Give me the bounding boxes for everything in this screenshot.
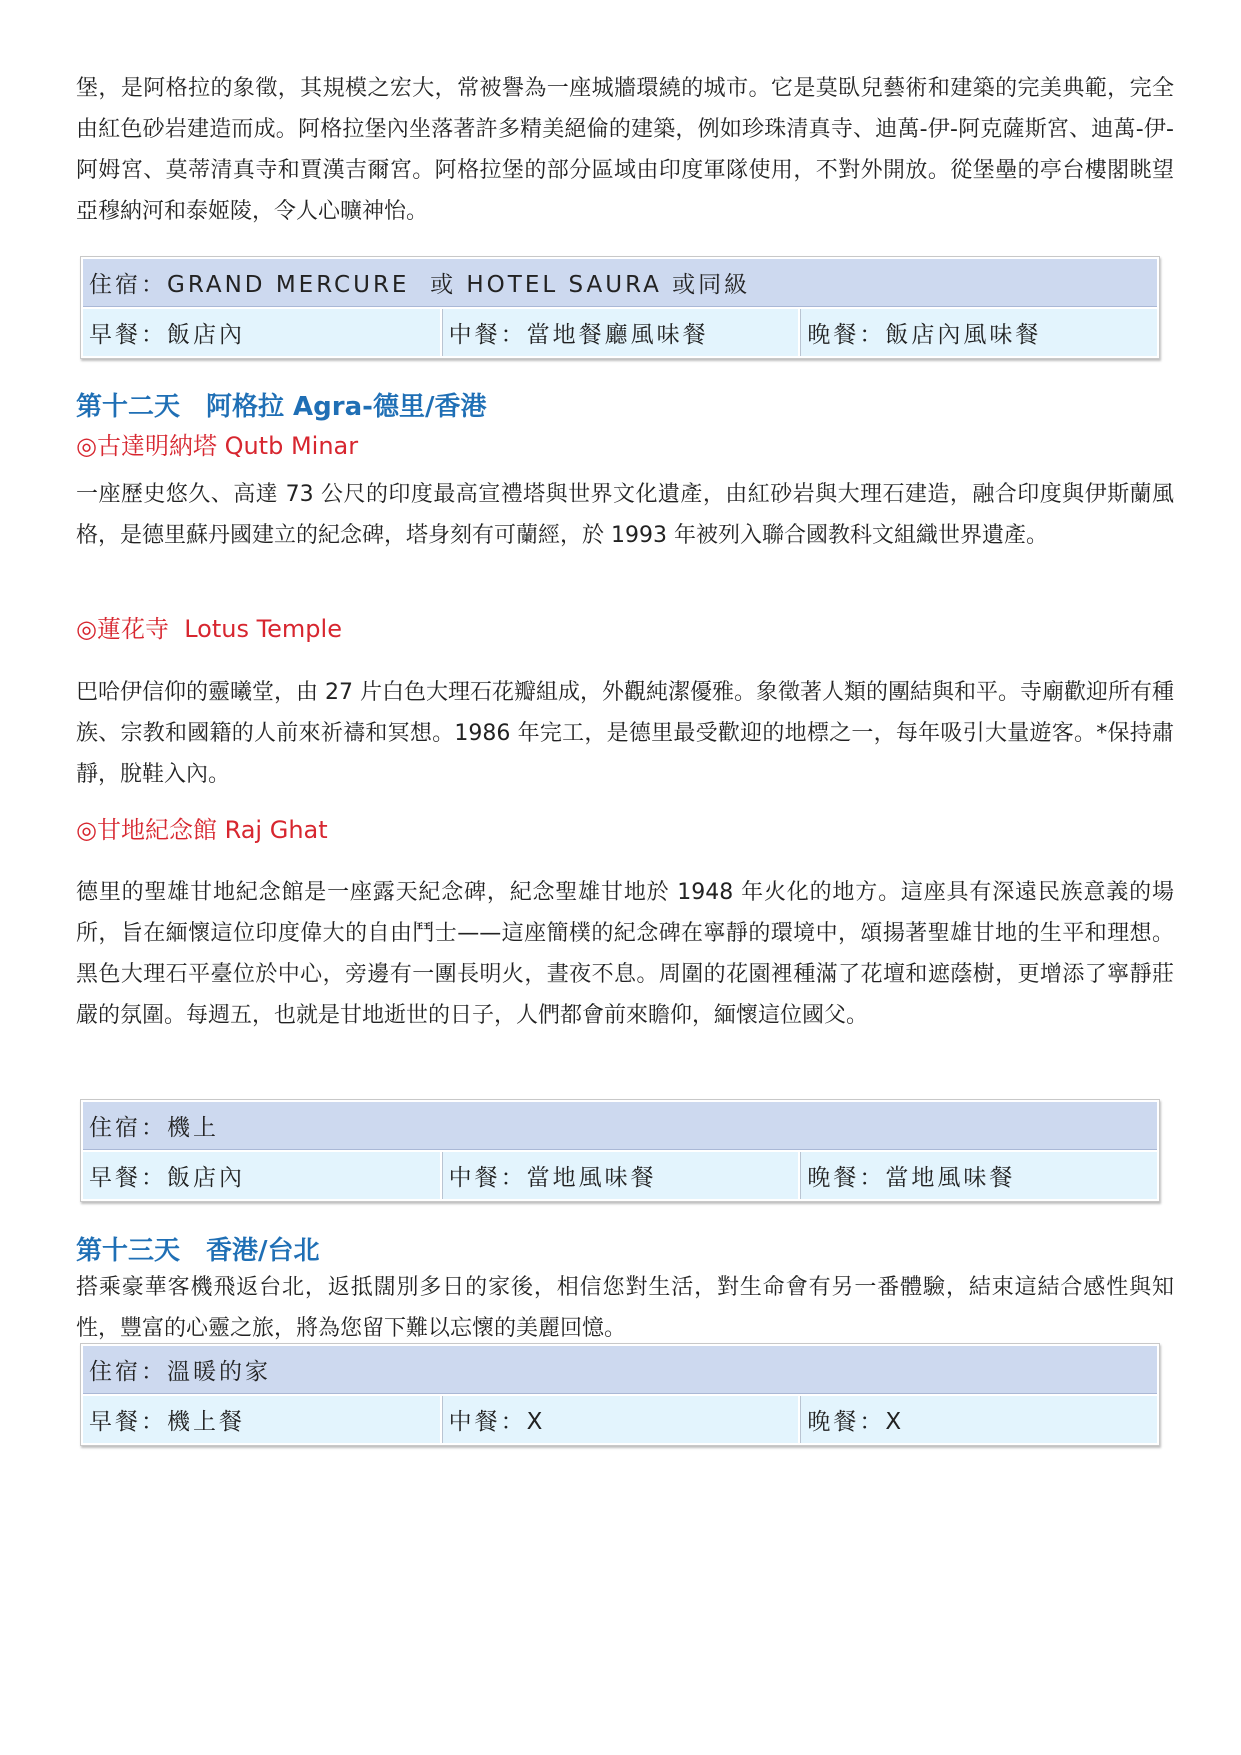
lodging-cell: 住宿：溫暖的家 — [83, 1346, 1157, 1394]
lunch-cell: 中餐：當地餐廳風味餐 — [442, 309, 799, 356]
dinner-cell: 晚餐：飯店內風味餐 — [800, 309, 1157, 356]
day12-heading: 第十二天 阿格拉 Agra-德里/香港 — [76, 392, 487, 422]
lunch-cell: 中餐：當地風味餐 — [442, 1152, 799, 1199]
meals-row — [83, 309, 1157, 356]
qutb-minar-description: 一座歷史悠久、高達 73 公尺的印度最高宣禮塔與世界文化遺產，由紅砂岩與大理石建造，融合印度與伊斯蘭風格，是德里蘇丹國建立的紀念碑，塔身刻有可蘭經，於 1993 年被列入聯合國教科文組織世界遺產。 — [76, 482, 1174, 548]
lodging-row — [83, 1102, 1157, 1150]
day13-accommodation-meals-table — [80, 1343, 1160, 1446]
agra-fort-description: 堡，是阿格拉的象徵，其規模之宏大，常被譽為一座城牆環繞的城市。它是莫臥兒藝術和建築的完美典範，完全由紅色砂岩建造而成。阿格拉堡內坐落著許多精美絕倫的建築，例如珍珠清真寺、迪萬-伊-阿克薩斯宮、迪萬-伊-阿姆宮、莫蒂清真寺和賈漢吉爾宮。阿格拉堡的部分區域由印度軍隊使用，不對外開放。從堡壘的亭台樓閣眺望亞穆納河和泰姬陵，令人心曠神怡。 — [76, 76, 1174, 224]
breakfast-cell: 早餐：飯店內 — [83, 309, 440, 356]
day13-description: 搭乘豪華客機飛返台北，返抵闊別多日的家後，相信您對生活，對生命會有另一番體驗，結束這結合感性與知性，豐富的心靈之旅，將為您留下難以忘懷的美麗回憶。 — [76, 1275, 1174, 1341]
day13-heading: 第十三天 香港/台北 — [76, 1236, 320, 1266]
lotus-temple-heading: ◎蓮花寺 Lotus Temple — [76, 615, 342, 643]
lodging-row — [83, 1346, 1157, 1394]
lunch-cell: 中餐：X — [442, 1396, 799, 1443]
lotus-temple-description: 巴哈伊信仰的靈曦堂，由 27 片白色大理石花瓣組成，外觀純潔優雅。象徵著人類的團結與和平。寺廟歡迎所有種族、宗教和國籍的人前來祈禱和冥想。1986 年完工，是德里最受歡迎的地標之一，每年吸引大量遊客。*保持肅靜，脫鞋入內。 — [76, 680, 1174, 787]
raj-ghat-description: 德里的聖雄甘地紀念館是一座露天紀念碑，紀念聖雄甘地於 1948 年火化的地方。這座具有深遠民族意義的場所，旨在緬懷這位印度偉大的自由鬥士——這座簡樸的紀念碑在寧靜的環境中，頌揚著聖雄甘地的生平和理想。黑色大理石平臺位於中心，旁邊有一團長明火，晝夜不息。周圍的花園裡種滿了花壇和遮蔭樹，更增添了寧靜莊嚴的氛圍。每週五，也就是甘地逝世的日子，人們都會前來瞻仰，緬懷這位國父。 — [76, 880, 1174, 1028]
dinner-cell: 晚餐：X — [800, 1396, 1157, 1443]
meals-row — [83, 1152, 1157, 1199]
lodging-row — [83, 259, 1157, 307]
dinner-cell: 晚餐：當地風味餐 — [800, 1152, 1157, 1199]
breakfast-cell: 早餐：飯店內 — [83, 1152, 440, 1199]
breakfast-cell: 早餐：機上餐 — [83, 1396, 440, 1443]
qutb-minar-heading: ◎古達明納塔 Qutb Minar — [76, 432, 359, 460]
lodging-cell: 住宿：GRAND MERCURE 或 HOTEL SAURA 或同級 — [83, 259, 1157, 307]
lodging-cell: 住宿：機上 — [83, 1102, 1157, 1150]
day11-accommodation-meals-table — [80, 256, 1160, 359]
meals-row — [83, 1396, 1157, 1443]
day12-accommodation-meals-table — [80, 1099, 1160, 1202]
raj-ghat-heading: ◎甘地紀念館 Raj Ghat — [76, 816, 328, 844]
